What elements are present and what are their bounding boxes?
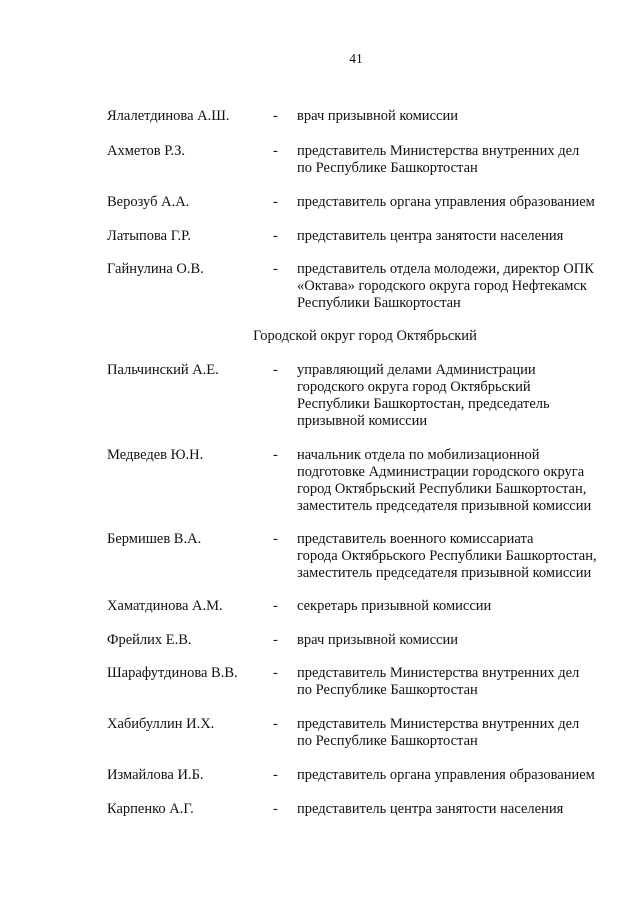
member-name: Верозуб А.А. (107, 194, 190, 210)
dash-separator: - (273, 801, 278, 817)
member-role (297, 767, 627, 784)
member-name: Фрейлих Е.В. (107, 632, 192, 648)
member-role (297, 598, 627, 615)
dash-separator: - (273, 632, 278, 648)
role-line: «Октава» городского округа город Нефтекамск (297, 278, 587, 294)
role-line: представитель органа управления образованием (297, 194, 595, 210)
role-line: Республики Башкортостан (297, 295, 461, 311)
dash-separator: - (273, 767, 278, 783)
member-name: Медведев Ю.Н. (107, 447, 204, 463)
member-name: Бермишев В.А. (107, 531, 202, 547)
role-line: представитель центра занятости населения (297, 228, 564, 244)
dash-separator: - (273, 143, 278, 159)
role-line: управляющий делами Администрации (297, 362, 536, 378)
dash-separator: - (273, 716, 278, 732)
member-role (297, 108, 627, 125)
role-line: город Октябрьский Республики Башкортостан, (297, 481, 587, 497)
member-name: Гайнулина О.В. (107, 261, 204, 277)
member-name: Карпенко А.Г. (107, 801, 194, 817)
role-line: по Республике Башкортостан (297, 160, 478, 176)
role-line: представитель отдела молодежи, директор ОПК (297, 261, 594, 277)
role-line: по Республике Башкортостан (297, 733, 478, 749)
role-line: представитель военного комиссариата (297, 531, 534, 547)
role-line: представитель Министерства внутренних дел (297, 716, 580, 732)
role-line: представитель Министерства внутренних дел (297, 665, 580, 681)
member-name: Хабибуллин И.Х. (107, 716, 215, 732)
role-line: Республики Башкортостан, председатель (297, 396, 550, 412)
role-line: заместитель председателя призывной комиссии (297, 565, 592, 581)
dash-separator: - (273, 447, 278, 463)
role-line: врач призывной комиссии (297, 108, 458, 124)
dash-separator: - (273, 261, 278, 277)
dash-separator: - (273, 108, 278, 124)
role-line: представитель Министерства внутренних дел (297, 143, 580, 159)
member-role (297, 531, 627, 582)
member-name: Измайлова И.Б. (107, 767, 204, 783)
member-role (297, 194, 627, 211)
member-role (297, 228, 627, 245)
member-role (297, 665, 627, 699)
role-line: городского округа город Октябрьский (297, 379, 531, 395)
page-number: 41 (349, 51, 363, 66)
member-role (297, 632, 627, 649)
member-name: Пальчинский А.Е. (107, 362, 219, 378)
member-role (297, 143, 627, 177)
role-line: представитель центра занятости населения (297, 801, 564, 817)
member-role (297, 716, 627, 750)
role-line: представитель органа управления образованием (297, 767, 595, 783)
member-role (297, 362, 627, 430)
dash-separator: - (273, 598, 278, 614)
dash-separator: - (273, 194, 278, 210)
role-line: подготовке Администрации городского округа (297, 464, 585, 480)
role-line: врач призывной комиссии (297, 632, 458, 648)
member-name: Шарафутдинова В.В. (107, 665, 238, 681)
dash-separator: - (273, 362, 278, 378)
member-name: Латыпова Г.Р. (107, 228, 191, 244)
role-line: по Республике Башкортостан (297, 682, 478, 698)
dash-separator: - (273, 531, 278, 547)
member-role (297, 801, 627, 818)
role-line: начальник отдела по мобилизационной (297, 447, 540, 463)
role-line: заместитель председателя призывной комиссии (297, 498, 592, 514)
member-name: Ялалетдинова А.Ш. (107, 108, 230, 124)
member-name: Ахметов Р.З. (107, 143, 185, 159)
dash-separator: - (273, 665, 278, 681)
member-name: Хаматдинова А.М. (107, 598, 223, 614)
role-line: секретарь призывной комиссии (297, 598, 492, 614)
section-heading: Городской округ город Октябрьский (253, 328, 477, 344)
role-line: призывной комиссии (297, 413, 428, 429)
dash-separator: - (273, 228, 278, 244)
role-line: города Октябрьского Республики Башкортостан, (297, 548, 597, 564)
member-role (297, 261, 627, 312)
member-role (297, 447, 627, 515)
